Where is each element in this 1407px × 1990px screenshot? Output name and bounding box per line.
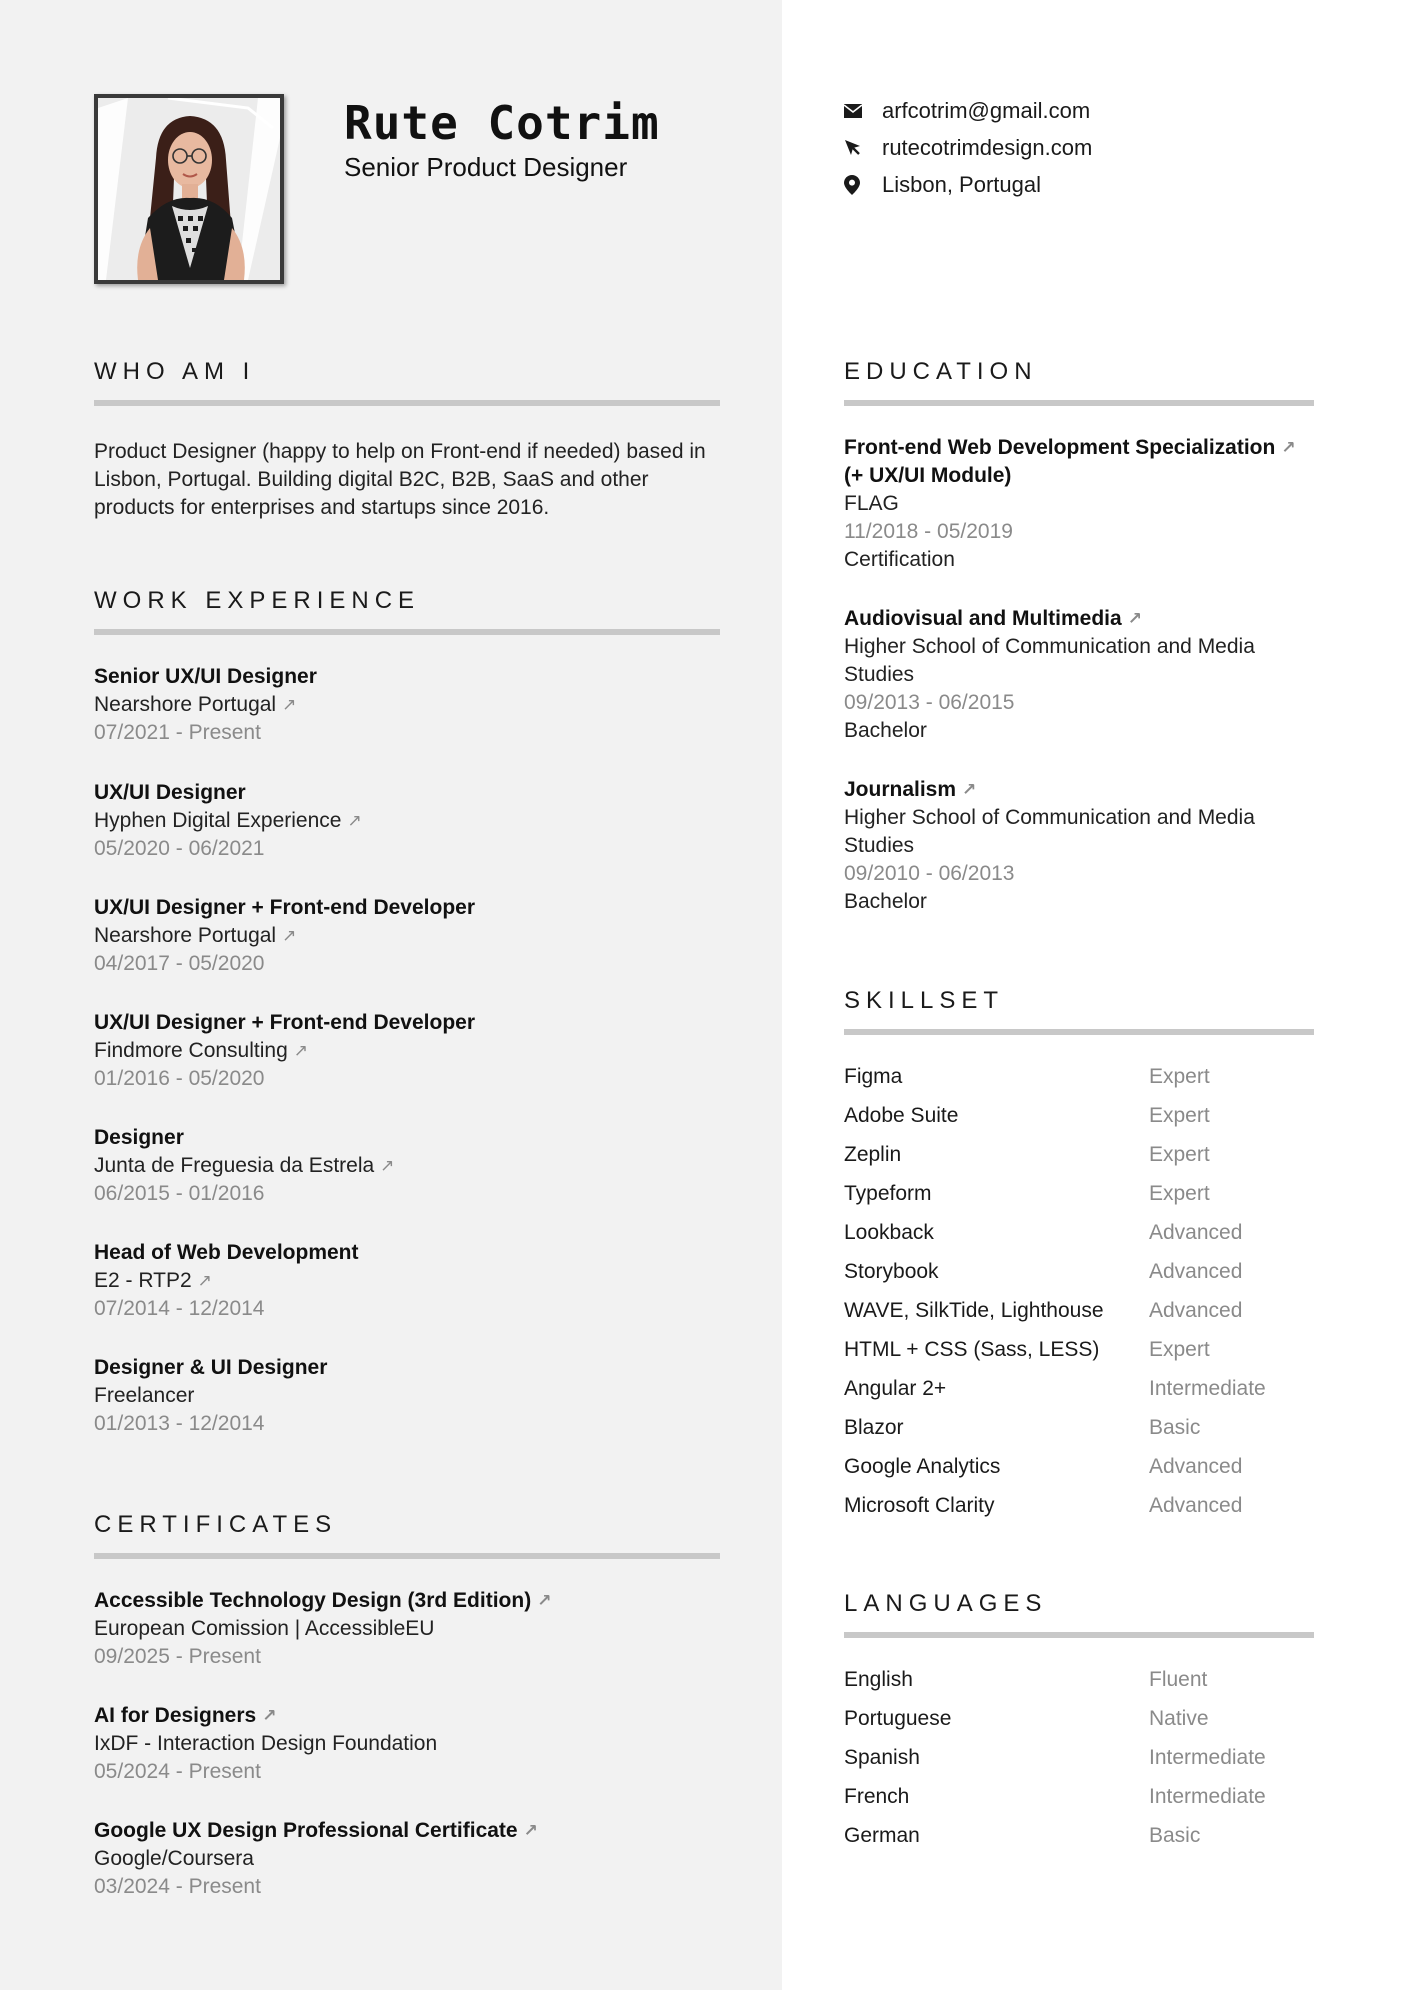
language-level: Fluent	[1149, 1667, 1208, 1691]
external-link-icon: ↗	[197, 1271, 212, 1290]
work-org-link[interactable]	[94, 691, 720, 719]
work-org-link[interactable]	[94, 807, 720, 835]
skill-name: Google Analytics	[844, 1454, 1001, 1478]
work-org-link[interactable]	[94, 1267, 720, 1295]
skill-row	[844, 1252, 1314, 1291]
about-section	[94, 358, 720, 522]
skillset-section	[844, 987, 1314, 1525]
education-degree: Certification	[844, 548, 955, 571]
skill-level: Expert	[1149, 1064, 1210, 1088]
external-link-icon: ↗	[962, 780, 977, 799]
skill-name: Microsoft Clarity	[844, 1493, 995, 1517]
external-link-icon: ↗	[262, 1706, 277, 1725]
certificate-entry	[94, 1817, 720, 1901]
certificate-title: Accessible Technology Design (3rd Edition)	[94, 1589, 532, 1612]
contact-location-text: Lisbon, Portugal	[882, 171, 1041, 197]
skill-name: Blazor	[844, 1415, 904, 1439]
external-link-icon: ↗	[282, 926, 297, 945]
work-date: 05/2020 - 06/2021	[94, 837, 265, 860]
work-role: Designer	[94, 1126, 184, 1149]
certificate-title-link[interactable]	[94, 1817, 720, 1845]
skill-list	[844, 1057, 1314, 1525]
skill-level: Advanced	[1149, 1259, 1243, 1283]
work-entry	[94, 1124, 720, 1208]
education-list	[844, 434, 1314, 916]
work-role: UX/UI Designer	[94, 781, 246, 804]
education-entry	[844, 434, 1314, 574]
work-list	[94, 663, 720, 1438]
certificate-title-link[interactable]	[94, 1587, 720, 1615]
education-date: 09/2010 - 06/2013	[844, 862, 1015, 885]
skill-row	[844, 1291, 1314, 1330]
work-org-link[interactable]	[94, 1037, 720, 1065]
contact-location	[844, 166, 1324, 203]
languages-section	[844, 1590, 1314, 1855]
skill-level: Advanced	[1149, 1454, 1243, 1478]
candidate-name: Rute Cotrim	[344, 96, 660, 150]
work-date: 07/2014 - 12/2014	[94, 1297, 265, 1320]
work-org: Freelancer	[94, 1384, 195, 1407]
section-divider	[94, 400, 720, 406]
about-text: Product Designer (happy to help on Front-end if needed) based in Lisbon, Portugal. Building digital B2C, B2B, SaaS and other products for enterprises and startups since 2016.	[94, 440, 706, 519]
language-row	[844, 1699, 1314, 1738]
skill-level: Advanced	[1149, 1493, 1243, 1517]
contact-email[interactable]	[844, 92, 1324, 129]
language-list	[844, 1660, 1314, 1855]
skill-level: Expert	[1149, 1103, 1210, 1127]
external-link-icon: ↗	[1281, 438, 1296, 457]
envelope-icon	[844, 104, 882, 118]
language-level: Native	[1149, 1706, 1209, 1730]
contact-website[interactable]	[844, 129, 1324, 166]
work-entry	[94, 1009, 720, 1093]
work-section	[94, 587, 720, 1438]
work-heading: WORK EXPERIENCE	[94, 587, 421, 614]
education-date: 11/2018 - 05/2019	[844, 520, 1013, 543]
work-date: 06/2015 - 01/2016	[94, 1182, 265, 1205]
education-entry	[844, 605, 1314, 745]
portrait-illustration	[98, 98, 280, 280]
language-row	[844, 1660, 1314, 1699]
education-school: FLAG	[844, 492, 899, 515]
education-school: Higher School of Communication and Media Studies	[844, 806, 1255, 857]
work-org: Nearshore Portugal	[94, 693, 277, 716]
education-subtitle: (+ UX/UI Module)	[844, 464, 1012, 487]
education-title: Journalism	[844, 778, 957, 801]
language-row	[844, 1816, 1314, 1855]
work-date: 04/2017 - 05/2020	[94, 952, 265, 975]
education-date: 09/2013 - 06/2015	[844, 691, 1015, 714]
work-entry	[94, 1354, 720, 1438]
contact-email-text: arfcotrim@gmail.com	[882, 97, 1091, 123]
section-divider	[844, 1029, 1314, 1035]
external-link-icon: ↗	[282, 695, 297, 714]
education-heading: EDUCATION	[844, 358, 1038, 385]
work-role: Senior UX/UI Designer	[94, 665, 317, 688]
skill-name: HTML + CSS (Sass, LESS)	[844, 1337, 1100, 1361]
skill-name: Angular 2+	[844, 1376, 947, 1400]
skill-name: WAVE, SilkTide, Lighthouse	[844, 1298, 1104, 1322]
work-entry	[94, 779, 720, 863]
skill-row	[844, 1330, 1314, 1369]
work-org-link[interactable]	[94, 922, 720, 950]
education-title: Front-end Web Development Specialization	[844, 436, 1276, 459]
skill-level: Advanced	[1149, 1220, 1243, 1244]
job-title: Senior Product Designer	[344, 152, 628, 182]
skill-name: Storybook	[844, 1259, 939, 1283]
skill-row	[844, 1213, 1314, 1252]
skill-row	[844, 1135, 1314, 1174]
skill-name: Typeform	[844, 1181, 932, 1205]
skill-row	[844, 1408, 1314, 1447]
skill-level: Expert	[1149, 1142, 1210, 1166]
certificates-section	[94, 1511, 720, 1901]
skill-row	[844, 1057, 1314, 1096]
skill-row	[844, 1486, 1314, 1525]
skill-row	[844, 1096, 1314, 1135]
skillset-heading: SKILLSET	[844, 987, 1005, 1014]
certificate-issuer: IxDF - Interaction Design Foundation	[94, 1732, 438, 1755]
contact-website-text: rutecotrimdesign.com	[882, 134, 1093, 160]
work-org: E2 - RTP2	[94, 1269, 192, 1292]
education-title-link[interactable]	[844, 605, 1314, 633]
about-heading: WHO AM I	[94, 358, 256, 385]
external-link-icon: ↗	[523, 1821, 538, 1840]
work-role: UX/UI Designer + Front-end Developer	[94, 1011, 475, 1034]
work-date: 01/2016 - 05/2020	[94, 1067, 265, 1090]
work-role: Head of Web Development	[94, 1241, 359, 1264]
external-link-icon: ↗	[293, 1041, 309, 1060]
language-name: Portuguese	[844, 1706, 952, 1730]
certificate-date: 03/2024 - Present	[94, 1875, 261, 1898]
language-row	[844, 1738, 1314, 1777]
certificate-entry	[94, 1587, 720, 1671]
profile-photo	[94, 94, 284, 284]
language-level: Basic	[1149, 1823, 1201, 1847]
education-school: Higher School of Communication and Media Studies	[844, 635, 1255, 686]
education-degree: Bachelor	[844, 719, 927, 742]
external-link-icon: ↗	[1127, 609, 1142, 628]
work-date: 01/2013 - 12/2014	[94, 1412, 265, 1435]
certificate-issuer: Google/Coursera	[94, 1847, 254, 1870]
skill-level: Expert	[1149, 1181, 1210, 1205]
certificate-entry	[94, 1702, 720, 1786]
skill-level: Advanced	[1149, 1298, 1243, 1322]
skill-row	[844, 1174, 1314, 1213]
language-name: English	[844, 1667, 913, 1691]
languages-heading: LANGUAGES	[844, 1590, 1048, 1617]
certificates-list	[94, 1587, 720, 1901]
certificate-issuer: European Comission | AccessibleEU	[94, 1617, 435, 1640]
work-org: Nearshore Portugal	[94, 924, 277, 947]
certificate-title-link[interactable]	[94, 1702, 720, 1730]
work-role: Designer & UI Designer	[94, 1356, 328, 1379]
external-link-icon: ↗	[537, 1591, 552, 1610]
certificates-heading: CERTIFICATES	[94, 1511, 338, 1538]
skill-level: Expert	[1149, 1337, 1210, 1361]
education-section	[844, 358, 1314, 916]
work-org: Junta de Freguesia da Estrela	[94, 1154, 375, 1177]
skill-level: Intermediate	[1149, 1376, 1266, 1400]
certificate-date: 05/2024 - Present	[94, 1760, 261, 1783]
work-org: Hyphen Digital Experience	[94, 809, 342, 832]
skill-level: Basic	[1149, 1415, 1201, 1439]
language-name: German	[844, 1823, 920, 1847]
section-divider	[844, 1632, 1314, 1638]
skill-name: Adobe Suite	[844, 1103, 959, 1127]
language-name: French	[844, 1784, 910, 1808]
language-level: Intermediate	[1149, 1784, 1266, 1808]
language-row	[844, 1777, 1314, 1816]
skill-name: Lookback	[844, 1220, 934, 1244]
certificate-date: 09/2025 - Present	[94, 1645, 261, 1668]
work-entry	[94, 1239, 720, 1323]
section-divider	[94, 1553, 720, 1559]
skill-name: Figma	[844, 1064, 903, 1088]
work-date: 07/2021 - Present	[94, 721, 261, 744]
work-entry	[94, 894, 720, 978]
language-level: Intermediate	[1149, 1745, 1266, 1769]
language-name: Spanish	[844, 1745, 920, 1769]
cursor-icon	[844, 139, 882, 157]
external-link-icon: ↗	[347, 811, 362, 830]
skill-row	[844, 1369, 1314, 1408]
section-divider	[844, 400, 1314, 406]
work-org: Findmore Consulting	[94, 1039, 288, 1062]
skill-row	[844, 1447, 1314, 1486]
work-org-link[interactable]	[94, 1152, 720, 1180]
section-divider	[94, 629, 720, 635]
skill-name: Zeplin	[844, 1142, 902, 1166]
work-role: UX/UI Designer + Front-end Developer	[94, 896, 475, 919]
education-title-link[interactable]	[844, 434, 1314, 462]
external-link-icon: ↗	[380, 1156, 395, 1175]
location-pin-icon	[844, 175, 882, 195]
education-entry	[844, 776, 1314, 916]
certificate-title: AI for Designers	[94, 1704, 257, 1727]
contact-list	[844, 92, 1324, 203]
education-title-link[interactable]	[844, 776, 1314, 804]
education-degree: Bachelor	[844, 890, 927, 913]
work-entry	[94, 663, 720, 747]
education-title: Audiovisual and Multimedia	[844, 607, 1122, 630]
certificate-title: Google UX Design Professional Certificate	[94, 1819, 518, 1842]
